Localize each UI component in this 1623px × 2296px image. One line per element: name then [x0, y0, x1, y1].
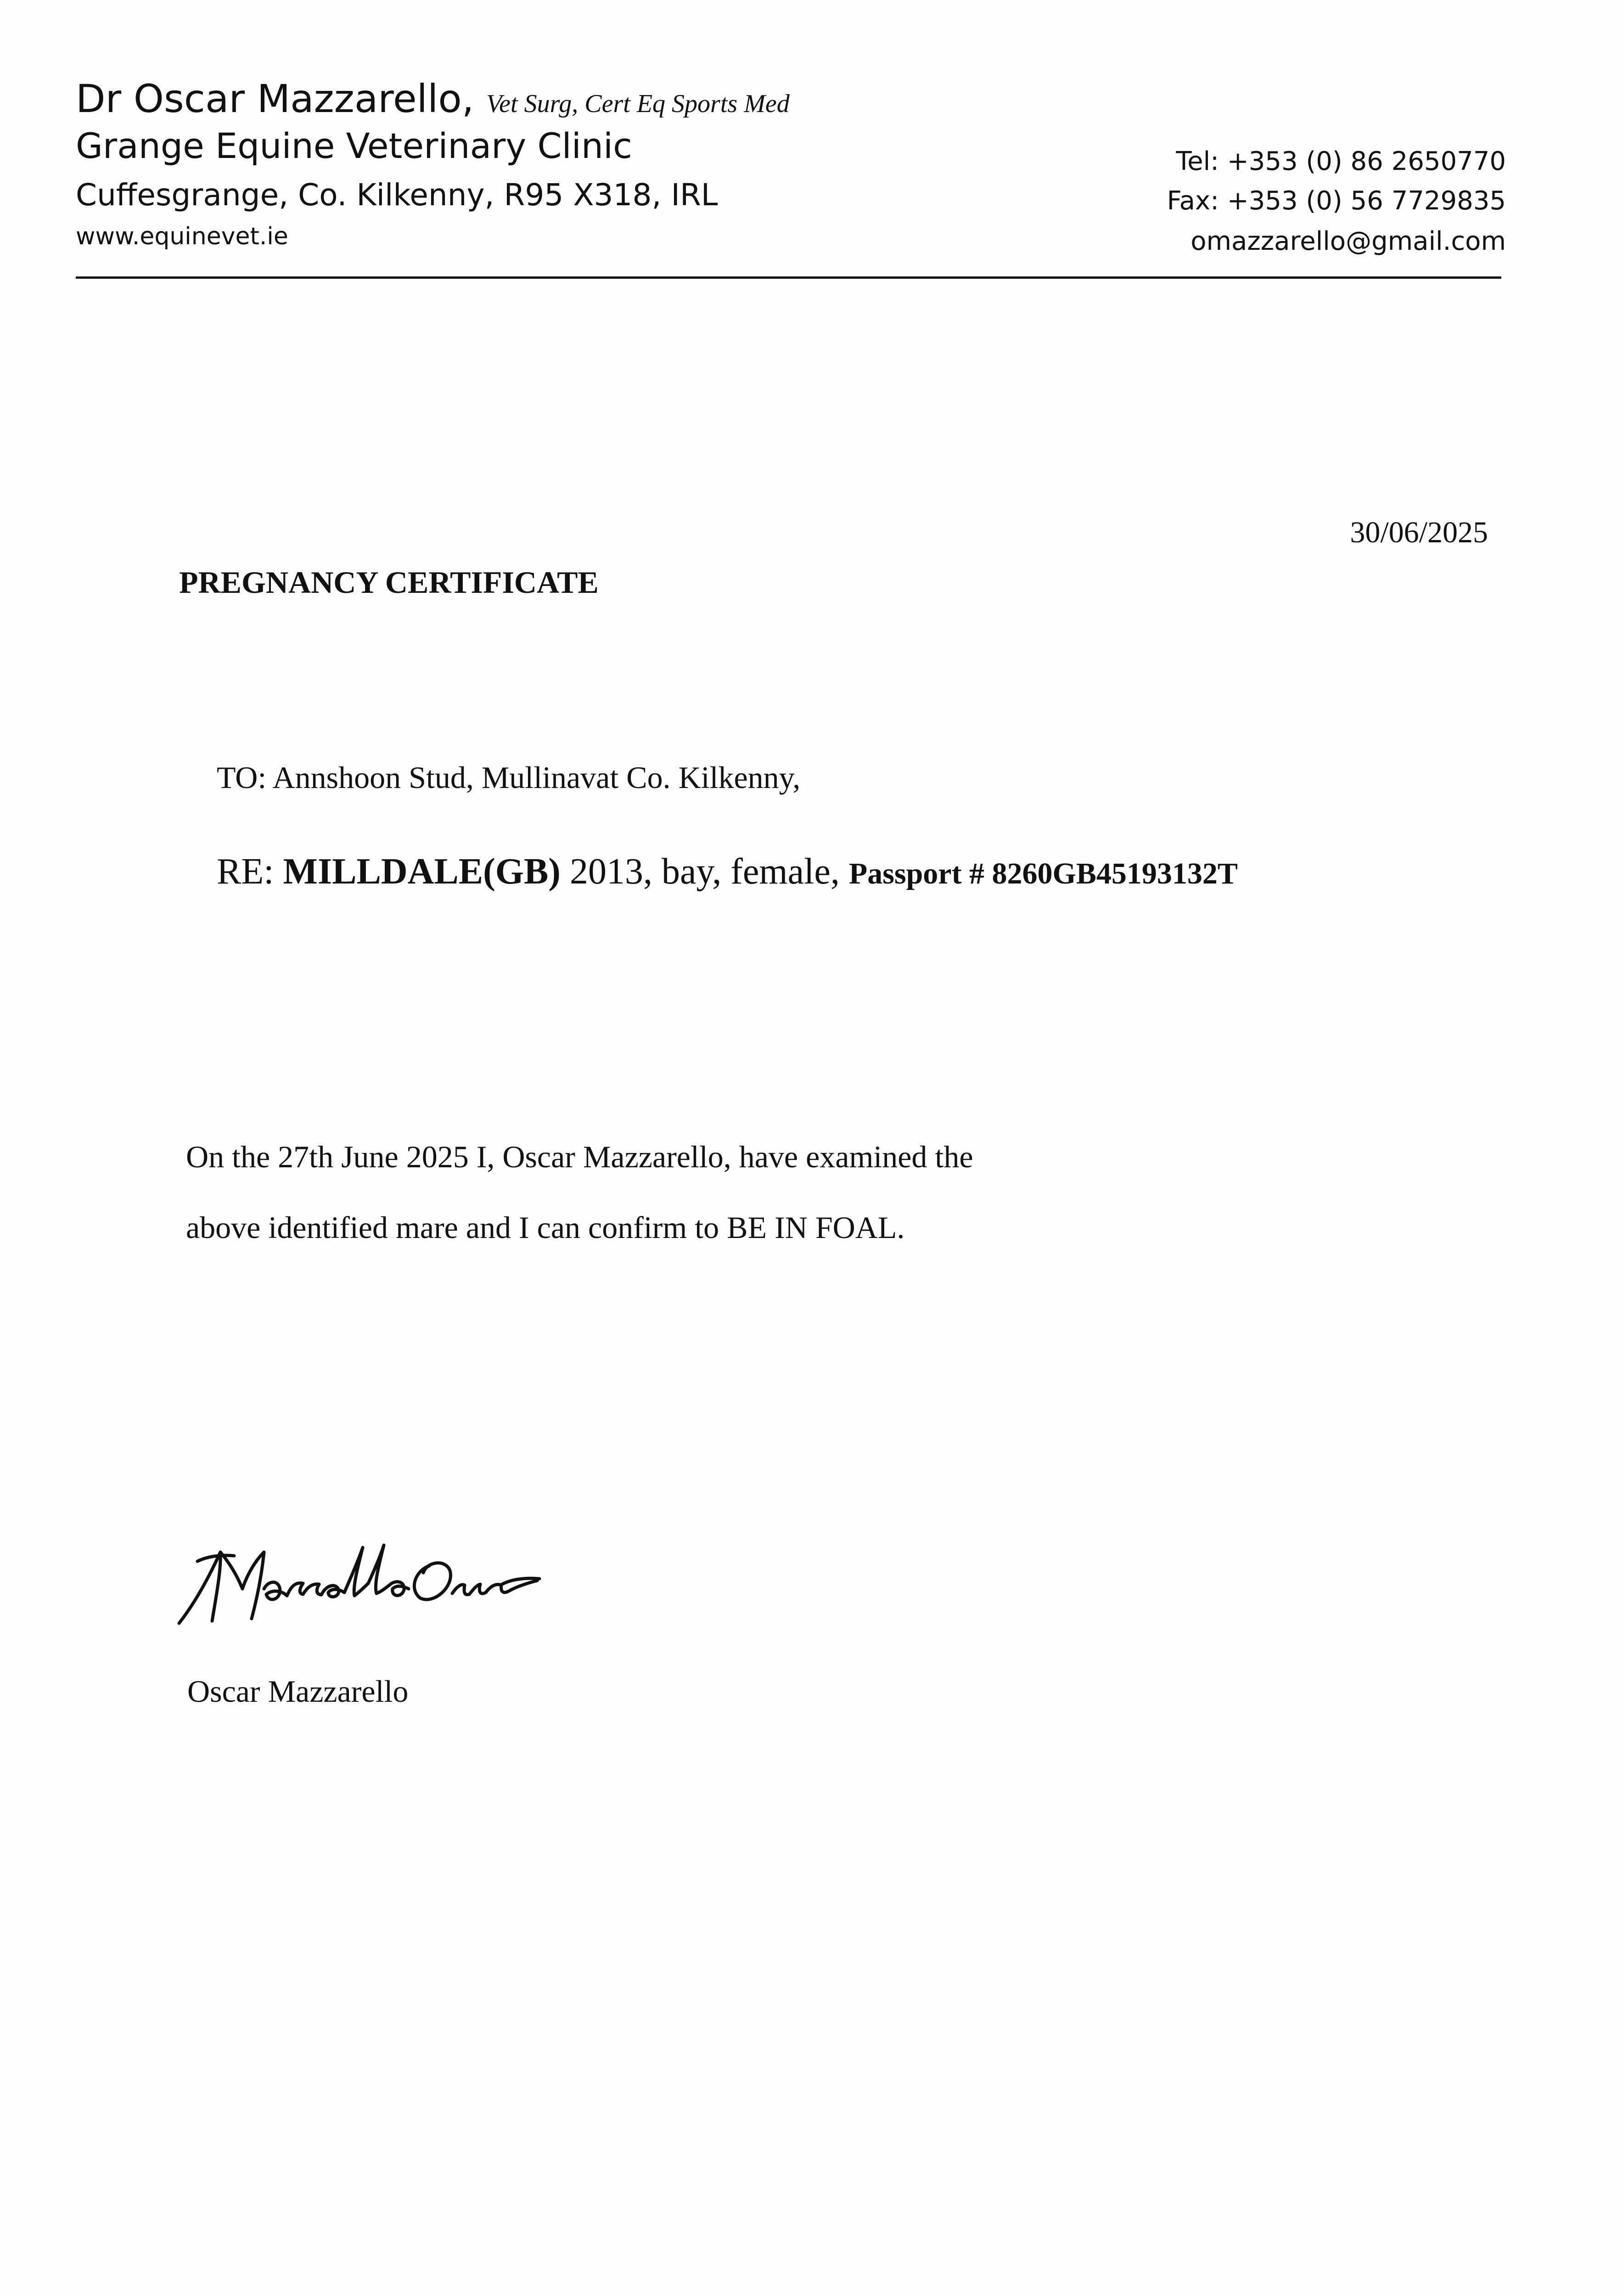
body-line-2: above identified mare and I can confirm to BE IN FOAL. [186, 1210, 905, 1245]
body-line-1: On the 27th June 2025 I, Oscar Mazzarello, have examined the [186, 1139, 973, 1174]
clinic-address: Cuffesgrange, Co. Kilkenny, R95 X318, IRL [76, 177, 718, 213]
header-divider [76, 276, 1501, 279]
handwritten-signature [170, 1534, 574, 1649]
email: omazzarello@gmail.com [1191, 226, 1506, 256]
certificate-date: 30/06/2025 [1350, 516, 1488, 549]
passport-number: Passport # 8260GB45193132T [848, 857, 1238, 890]
horse-name: MILLDALE(GB) [283, 851, 561, 892]
telephone: Tel: +353 (0) 86 2650770 [1176, 146, 1506, 176]
fax: Fax: +353 (0) 56 7729835 [1167, 186, 1506, 216]
certificate-title: PREGNANCY CERTIFICATE [179, 565, 599, 600]
subject-prefix: RE: [217, 851, 274, 892]
vet-name-line: Dr Oscar Mazzarello, Vet Surg, Cert Eq Sports Med [76, 76, 790, 121]
horse-details: 2013, bay, female, [569, 851, 840, 892]
subject-line [217, 849, 1238, 897]
recipient-line: TO: Annshoon Stud, Mullinavat Co. Kilkenny, [217, 760, 801, 795]
signer-name: Oscar Mazzarello [187, 1674, 409, 1709]
vet-qualifications: Vet Surg, Cert Eq Sports Med [486, 90, 790, 118]
clinic-name: Grange Equine Veterinary Clinic [76, 125, 632, 166]
vet-name: Dr Oscar Mazzarello [76, 76, 462, 121]
clinic-website: www.equinevet.ie [76, 223, 288, 250]
